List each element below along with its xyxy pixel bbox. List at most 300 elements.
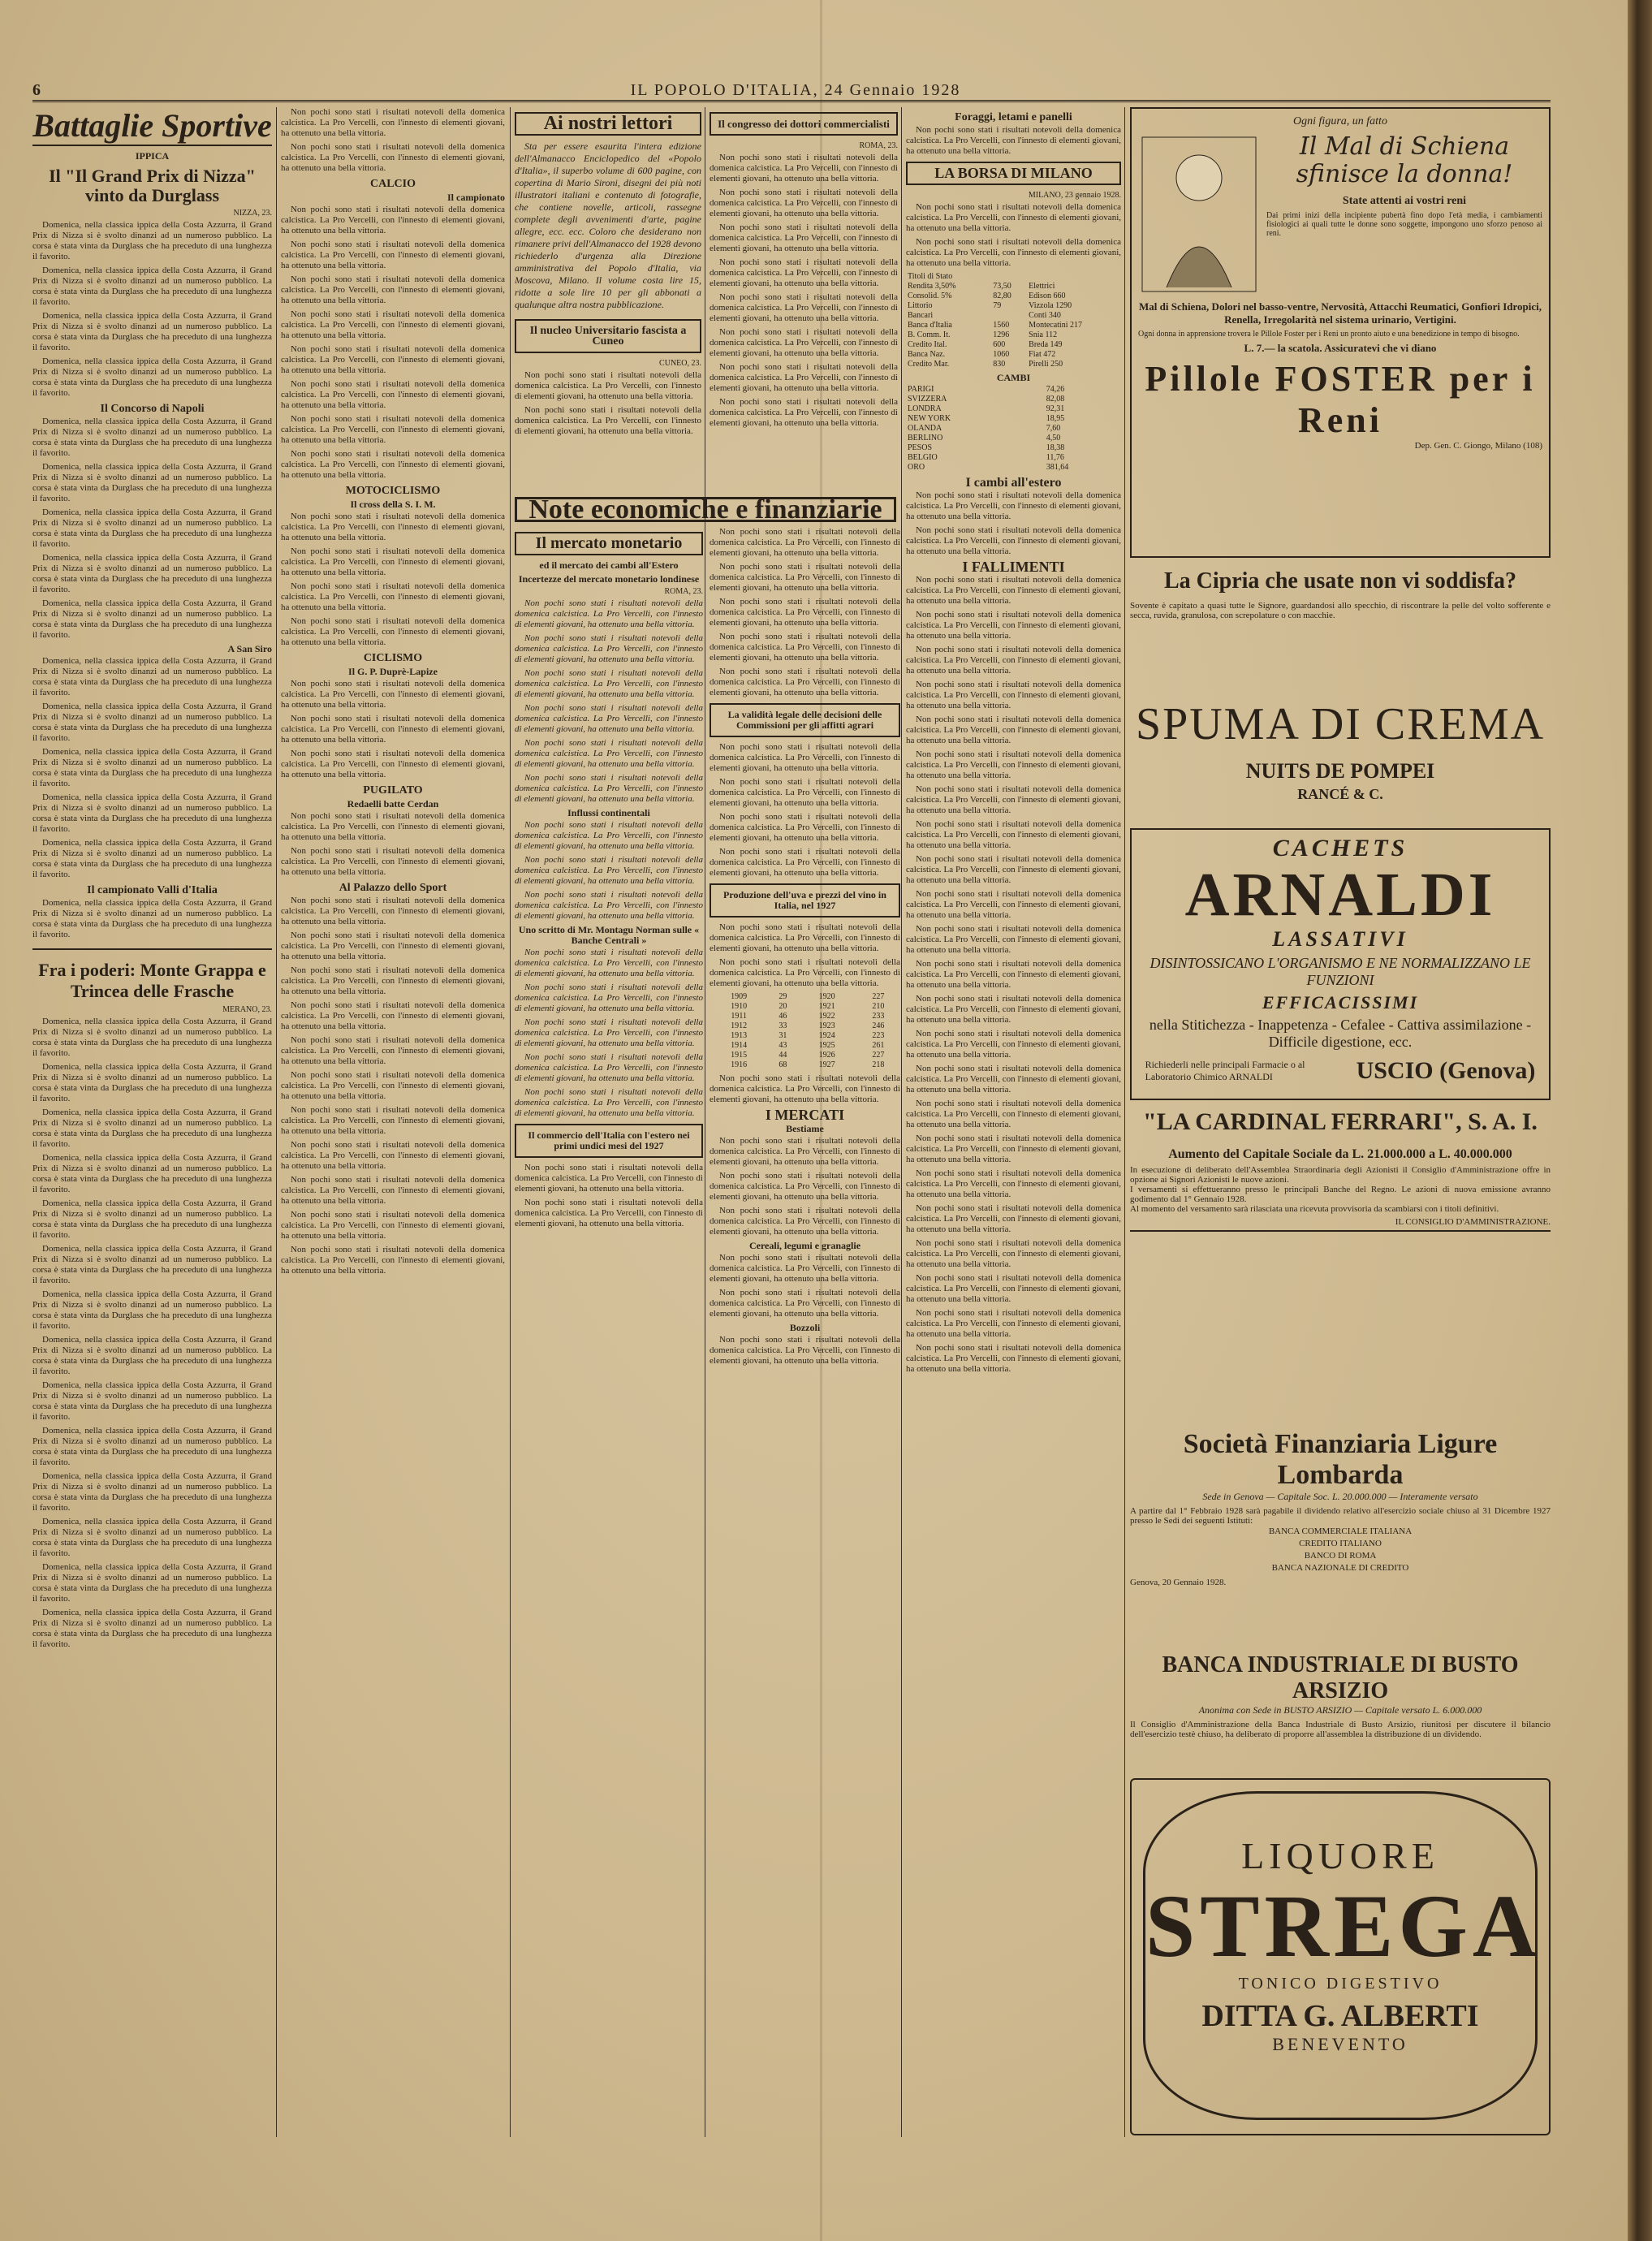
ad-line: LIQUORE [1241,1835,1439,1876]
ad-line: DISINTOSSICANO L'ORGANISMO E NE NORMALIZZANO LE FUNZIONI [1149,955,1531,988]
exchange-row [906,414,1121,424]
article-text: Non pochi sono stati i risultati notevoli della domenica calcistica. La Pro Vercelli, con l'innesto di elementi giovani, ha ottenuto una bella vittoria. [281,1070,505,1101]
headline: Il mercato monetario [515,532,703,555]
table-cell: 223 [872,1031,885,1040]
headline: Il "Il Grand Prix di Nizza" vinto da Durglass [49,166,256,205]
table-cell: 1924 [818,1031,835,1040]
article-text: Domenica, nella classica ippica della Costa Azzurra, il Grand Prix di Nizza si è svolto dinanzi ad un numeroso pubblico. La corsa è stata vinta da Durglass che ha preceduto di una lunghezza il favorito. [32,702,272,743]
column-markets [906,107,1121,2137]
table-cell: Vizzola 1290 [1029,301,1072,310]
subhead: CICLISMO [363,652,423,664]
article-text: Domenica, nella classica ippica della Costa Azzurra, il Grand Prix di Nizza si è svolto dinanzi ad un numeroso pubblico. La corsa è stata vinta da Durglass che ha preceduto di una lunghezza il favorito. [32,1198,272,1240]
article-text: Non pochi sono stati i risultati notevoli della domenica calcistica. La Pro Vercelli, con l'innesto di elementi giovani, ha ottenuto una bella vittoria. [906,1203,1121,1234]
table-cell: 600 [993,340,1006,349]
article-text: Non pochi sono stati i risultati notevoli della domenica calcistica. La Pro Vercelli, con l'innesto di elementi giovani, ha ottenuto una bella vittoria. [906,784,1121,815]
article-text: Non pochi sono stati i risultati notevoli della domenica calcistica. La Pro Vercelli, con l'innesto di elementi giovani, ha ottenuto una bella vittoria. [515,1052,703,1083]
article-text: Domenica, nella classica ippica della Costa Azzurra, il Grand Prix di Nizza si è svolto dinanzi ad un numeroso pubblico. La corsa è stata vinta da Durglass che ha preceduto di una lunghezza il favorito. [32,656,272,697]
table-cell: Snia 112 [1029,330,1058,339]
stock-row [906,350,1121,360]
dateline: ROMA, 23. [664,587,703,596]
article-text: Non pochi sono stati i risultati notevoli della domenica calcistica. La Pro Vercelli, con l'innesto di elementi giovani, ha ottenuto una bella vittoria. [281,309,505,340]
table-cell: OLANDA [908,424,942,433]
table-cell: Pirelli 250 [1029,360,1063,369]
article-text: Non pochi sono stati i risultati notevoli della domenica calcistica. La Pro Vercelli, con l'innesto di elementi giovani, ha ottenuto una bella vittoria. [710,527,900,558]
ad-line: LASSATIVI [1272,927,1408,951]
article-text: Non pochi sono stati i risultati notevoli della domenica calcistica. La Pro Vercelli, con l'innesto di elementi giovani, ha ottenuto una bella vittoria. [710,1206,900,1237]
article-text: Non pochi sono stati i risultati notevoli della domenica calcistica. La Pro Vercelli, con l'innesto di elementi giovani, ha ottenuto una bella vittoria. [710,1288,900,1319]
ad-crema-maker: RANCÉ & C. [1297,786,1383,802]
table-cell: Edison 660 [1029,291,1066,300]
ad-subhead: State attenti ai vostri reni [1342,195,1467,207]
article-text: Non pochi sono stati i risultati notevoli della domenica calcistica. La Pro Vercelli, con l'innesto di elementi giovani, ha ottenuto una bella vittoria. [281,846,505,877]
article-text: Non pochi sono stati i risultati notevoli della domenica calcistica. La Pro Vercelli, con l'innesto di elementi giovani, ha ottenuto una bella vittoria. [710,397,898,428]
table-cell: 227 [872,992,885,1001]
subhead: Foraggi, letami e panelli [955,111,1072,123]
article-text: Non pochi sono stati i risultati notevoli della domenica calcistica. La Pro Vercelli, con l'innesto di elementi giovani, ha ottenuto una bella vittoria. [906,819,1121,850]
table-cell: ORO [908,463,925,472]
article-text: Non pochi sono stati i risultati notevoli della domenica calcistica. La Pro Vercelli, con l'innesto di elementi giovani, ha ottenuto una bella vittoria. [281,965,505,996]
subhead: MOTOCICLISMO [345,485,441,497]
ad-quote: Ogni figura, un fatto [1293,115,1387,127]
article-text: Non pochi sono stati i risultati notevoli della domenica calcistica. La Pro Vercelli, con l'innesto di elementi giovani, ha ottenuto una bella vittoria. [515,668,703,699]
table-cell [1027,272,1121,282]
table-cell: Elettrici [1029,282,1055,291]
article-text: Non pochi sono stati i risultati notevoli della domenica calcistica. La Pro Vercelli, con l'innesto di elementi giovani, ha ottenuto una bella vittoria. [906,1343,1121,1374]
table-cell: Credito Ital. [908,340,947,349]
table-cell: 1925 [818,1041,835,1050]
table-cell: Titoli di Stato [908,272,953,281]
table-cell: 92,31 [1046,404,1065,413]
article-text: Non pochi sono stati i risultati notevoli della domenica calcistica. La Pro Vercelli, con l'innesto di elementi giovani, ha ottenuto una bella vittoria. [515,948,703,978]
kicker: IPPICA [135,150,170,162]
article-text: Non pochi sono stati i risultati notevoli della domenica calcistica. La Pro Vercelli, con l'innesto di elementi giovani, ha ottenuto una bella vittoria. [281,414,505,445]
binding-gutter [1628,0,1652,2241]
article-text: Non pochi sono stati i risultati notevoli della domenica calcistica. La Pro Vercelli, con l'innesto di elementi giovani, ha ottenuto una bella vittoria. [710,777,900,808]
article-text: Non pochi sono stati i risultati notevoli della domenica calcistica. La Pro Vercelli, con l'innesto di elementi giovani, ha ottenuto una bella vittoria. [906,924,1121,955]
article-text: Non pochi sono stati i risultati notevoli della domenica calcistica. La Pro Vercelli, con l'innesto di elementi giovani, ha ottenuto una bella vittoria. [515,1017,703,1048]
article-text: Domenica, nella classica ippica della Costa Azzurra, il Grand Prix di Nizza si è svolto dinanzi ad un numeroso pubblico. La corsa è stata vinta da Durglass che ha preceduto di una lunghezza il favorito. [32,1426,272,1467]
ad-line: DITTA G. ALBERTI [1201,1999,1479,2033]
production-row [710,1031,900,1041]
article-text: Domenica, nella classica ippica della Costa Azzurra, il Grand Prix di Nizza si è svolto dinanzi ad un numeroso pubblico. La corsa è stata vinta da Durglass che ha preceduto di una lunghezza il favorito. [32,417,272,458]
headline: Il congresso dei dottori commercialisti [710,112,898,136]
ad-dep: Dep. Gen. C. Giongo, Milano (108) [1414,441,1542,451]
article-text: Non pochi sono stati i risultati notevoli della domenica calcistica. La Pro Vercelli, con l'innesto di elementi giovani, ha ottenuto una bella vittoria. [906,202,1121,233]
ad-subhead: Sede in Genova — Capitale Soc. L. 20.000.000 — Interamente versato [1202,1491,1478,1502]
table-cell: 381,64 [1046,463,1069,472]
table-cell: 830 [993,360,1006,369]
dateline: MILANO, 23 gennaio 1928. [1028,191,1121,200]
article-text: Non pochi sono stati i risultati notevoli della domenica calcistica. La Pro Vercelli, con l'innesto di elementi giovani, ha ottenuto una bella vittoria. [710,1171,900,1202]
ad-crema-headline: SPUMA DI CREMA [1135,699,1546,749]
article-text: Domenica, nella classica ippica della Costa Azzurra, il Grand Prix di Nizza si è svolto dinanzi ad un numeroso pubblico. La corsa è stata vinta da Durglass che ha preceduto di una lunghezza il favorito. [32,747,272,788]
article-text: Non pochi sono stati i risultati notevoli della domenica calcistica. La Pro Vercelli, con l'innesto di elementi giovani, ha ottenuto una bella vittoria. [906,1064,1121,1095]
article-text: Non pochi sono stati i risultati notevoli della domenica calcistica. La Pro Vercelli, con l'innesto di elementi giovani, ha ottenuto una bella vittoria. [710,957,900,988]
article-text: Domenica, nella classica ippica della Costa Azzurra, il Grand Prix di Nizza si è svolto dinanzi ad un numeroso pubblico. La corsa è stata vinta da Durglass che ha preceduto di una lunghezza il favorito. [32,1244,272,1285]
box-text: Sta per essere esaurita l'intera edizione dell'Almanacco Enciclopedico del «Popolo d'Italia», il superbo volume di 600 pagine, con copertina di Mario Sironi, disegni dei più noti illustratori italiani e contenuto di fotografie, che contiene novelle, articoli, rassegne complete degli avvenimenti d'arte, pagine allegre, ecc. ecc. Coloro che desiderano non rimanere privi dell'Almanacco del 1928 devono richiederlo d'urgenza alla Direzione amministrativa del Popolo d'Italia, via Moscova, Milano. Il volume costa lire 15, ridotte a sole lire 10 per gli abbonati a qualunque altra nostra pubblicazione. [515,140,701,310]
section-title: Battaglie Sportive [32,107,272,146]
article-text: Non pochi sono stati i risultati notevoli della domenica calcistica. La Pro Vercelli, con l'innesto di elementi giovani, ha ottenuto una bella vittoria. [515,370,701,401]
article-text: Non pochi sono stati i risultati notevoli della domenica calcistica. La Pro Vercelli, con l'innesto di elementi giovani, ha ottenuto una bella vittoria. [281,107,505,138]
article-text: Non pochi sono stati i risultati notevoli della domenica calcistica. La Pro Vercelli, con l'innesto di elementi giovani, ha ottenuto una bella vittoria. [281,616,505,647]
ad-headline: Società Finanziaria Ligure Lombarda [1183,1429,1498,1490]
table-cell: 31 [779,1031,787,1040]
table-cell: 79 [993,301,1002,310]
table-cell: B. Comm. It. [908,330,951,339]
article-text: Non pochi sono stati i risultati notevoli della domenica calcistica. La Pro Vercelli, con l'innesto di elementi giovani, ha ottenuto una bella vittoria. [710,188,898,218]
exchange-row [906,443,1121,453]
article-text: Domenica, nella classica ippica della Costa Azzurra, il Grand Prix di Nizza si è svolto dinanzi ad un numeroso pubblico. La corsa è stata vinta da Durglass che ha preceduto di una lunghezza il favorito. [32,792,272,834]
dateline: NIZZA, 23. [233,209,272,218]
production-row [710,1041,900,1051]
article-text: Domenica, nella classica ippica della Costa Azzurra, il Grand Prix di Nizza si è svolto dinanzi ad un numeroso pubblico. La corsa è stata vinta da Durglass che ha preceduto di una lunghezza il favorito. [32,266,272,307]
article-text: Non pochi sono stati i risultati notevoli della domenica calcistica. La Pro Vercelli, con l'innesto di elementi giovani, ha ottenuto una bella vittoria. [515,633,703,664]
table-cell: 82,08 [1046,395,1065,404]
article-text: Domenica, nella classica ippica della Costa Azzurra, il Grand Prix di Nizza si è svolto dinanzi ad un numeroso pubblico. La corsa è stata vinta da Durglass che ha preceduto di una lunghezza il favorito. [32,1380,272,1422]
ad-strega [1130,1778,1551,2135]
table-cell: Bancari [908,311,934,320]
ad-subhead: Aumento del Capitale Sociale da L. 21.000.000 a L. 40.000.000 [1168,1147,1512,1161]
table-cell: LONDRA [908,404,942,413]
stock-table [906,272,1121,369]
article-text: Non pochi sono stati i risultati notevoli della domenica calcistica. La Pro Vercelli, con l'innesto di elementi giovani, ha ottenuto una bella vittoria. [281,344,505,375]
ad-symptoms: Mal di Schiena, Dolori nel basso-ventre, Nervosità, Attacchi Reumatici, Gonfiori Idropici, Renella, Irregolarità nel sistema urinario, Vertigini. [1138,300,1542,326]
exchange-row [906,463,1121,473]
article-text: Domenica, nella classica ippica della Costa Azzurra, il Grand Prix di Nizza si è svolto dinanzi ad un numeroso pubblico. La corsa è stata vinta da Durglass che ha preceduto di una lunghezza il favorito. [32,1517,272,1558]
production-row [710,1021,900,1031]
subhead: Cereali, legumi e granaglie [748,1240,861,1251]
article-text: Non pochi sono stati i risultati notevoli della domenica calcistica. La Pro Vercelli, con l'innesto di elementi giovani, ha ottenuto una bella vittoria. [515,820,703,851]
article-text: Non pochi sono stati i risultati notevoli della domenica calcistica. La Pro Vercelli, con l'innesto di elementi giovani, ha ottenuto una bella vittoria. [710,1253,900,1284]
article-text: Domenica, nella classica ippica della Costa Azzurra, il Grand Prix di Nizza si è svolto dinanzi ad un numeroso pubblico. La corsa è stata vinta da Durglass che ha preceduto di una lunghezza il favorito. [32,1017,272,1058]
article-text: Non pochi sono stati i risultati notevoli della domenica calcistica. La Pro Vercelli, con l'innesto di elementi giovani, ha ottenuto una bella vittoria. [281,1210,505,1241]
headline: I cambi all'estero [965,476,1062,490]
table-cell: 1296 [993,330,1010,339]
article-text: Domenica, nella classica ippica della Costa Azzurra, il Grand Prix di Nizza si è svolto dinanzi ad un numeroso pubblico. La corsa è stata vinta da Durglass che ha preceduto di una lunghezza il favorito. [32,1608,272,1649]
table-cell: 1920 [818,992,835,1001]
table-cell: 68 [779,1060,787,1069]
ad-cipria-headline: La Cipria che usate non vi soddisfa? [1163,568,1517,594]
subhead: Influssi continentali [567,807,650,818]
table-cell: Banca Naz. [908,350,946,359]
article-text: Non pochi sono stati i risultati notevoli della domenica calcistica. La Pro Vercelli, con l'innesto di elementi giovani, ha ottenuto una bella vittoria. [906,237,1121,268]
table-cell: Littorio [908,301,933,310]
ad-line: BENEVENTO [1272,2034,1408,2054]
article-text: Non pochi sono stati i risultati notevoli della domenica calcistica. La Pro Vercelli, con l'innesto di elementi giovani, ha ottenuto una bella vittoria. [906,889,1121,920]
ad-crema-sub: NUITS DE POMPEI [1245,759,1435,783]
headline: Produzione dell'uva e prezzi del vino in Italia, nel 1927 [710,883,900,918]
production-row [710,1051,900,1060]
article-text: Non pochi sono stati i risultati notevoli della domenica calcistica. La Pro Vercelli, con l'innesto di elementi giovani, ha ottenuto una bella vittoria. [710,847,900,878]
article-text: Non pochi sono stati i risultati notevoli della domenica calcistica. La Pro Vercelli, con l'innesto di elementi giovani, ha ottenuto una bella vittoria. [710,362,898,393]
ad-line: Richiederli nelle principali Farmacie o al Laboratorio Chimico ARNALDI [1145,1059,1305,1082]
exchange-row [906,424,1121,434]
article-text: Domenica, nella classica ippica della Costa Azzurra, il Grand Prix di Nizza si è svolto dinanzi ad un numeroso pubblico. La corsa è stata vinta da Durglass che ha preceduto di una lunghezza il favorito. [32,898,272,939]
article-text: Non pochi sono stati i risultati notevoli della domenica calcistica. La Pro Vercelli, con l'innesto di elementi giovani, ha ottenuto una bella vittoria. [281,379,505,410]
article-text: Domenica, nella classica ippica della Costa Azzurra, il Grand Prix di Nizza si è svolto dinanzi ad un numeroso pubblico. La corsa è stata vinta da Durglass che ha preceduto di una lunghezza il favorito. [32,311,272,352]
exchange-row [906,434,1121,443]
subhead: Il cross della S. I. M. [350,499,436,510]
article-text: Non pochi sono stati i risultati notevoli della domenica calcistica. La Pro Vercelli, con l'innesto di elementi giovani, ha ottenuto una bella vittoria. [906,1029,1121,1060]
production-row [710,1002,900,1012]
headline: Il nucleo Universitario fascista a Cuneo [515,319,701,353]
table-cell: Conti 340 [1029,311,1061,320]
article-text: Domenica, nella classica ippica della Costa Azzurra, il Grand Prix di Nizza si è svolto dinanzi ad un numeroso pubblico. La corsa è stata vinta da Durglass che ha preceduto di una lunghezza il favorito. [32,1062,272,1103]
column-congress [710,107,898,489]
article-text: Domenica, nella classica ippica della Costa Azzurra, il Grand Prix di Nizza si è svolto dinanzi ad un numeroso pubblico. La corsa è stata vinta da Durglass che ha preceduto di una lunghezza il favorito. [32,356,272,398]
subhead: CALCIO [369,178,416,190]
table-cell: 11,76 [1046,453,1064,462]
article-text: Non pochi sono stati i risultati notevoli della domenica calcistica. La Pro Vercelli, con l'innesto di elementi giovani, ha ottenuto una bella vittoria. [281,749,505,779]
table-cell: 20 [779,1002,787,1011]
article-text: Non pochi sono stati i risultati notevoli della domenica calcistica. La Pro Vercelli, con l'innesto di elementi giovani, ha ottenuto una bella vittoria. [281,581,505,612]
ad-line: TONICO DIGESTIVO [1238,1975,1443,1993]
production-table [710,992,900,1070]
headline: I MERCATI [765,1107,845,1123]
table-cell: 46 [779,1012,787,1021]
column-sports-2 [281,107,505,2137]
ad-line: USCIO (Genova) [1356,1057,1536,1084]
subhead: Il campionato Valli d'Italia [87,884,218,896]
note-col-b [710,527,900,1370]
table-cell: 74,26 [1046,385,1065,394]
article-text: Non pochi sono stati i risultati notevoli della domenica calcistica. La Pro Vercelli, con l'innesto di elementi giovani, ha ottenuto una bella vittoria. [710,922,900,953]
article-text: Non pochi sono stati i risultati notevoli della domenica calcistica. La Pro Vercelli, con l'innesto di elementi giovani, ha ottenuto una bella vittoria. [710,1136,900,1167]
article-text: Non pochi sono stati i risultati notevoli della domenica calcistica. La Pro Vercelli, con l'innesto di elementi giovani, ha ottenuto una bella vittoria. [906,854,1121,885]
note-col-a [515,527,703,1370]
table-cell: 261 [872,1041,885,1050]
article-text: Non pochi sono stati i risultati notevoli della domenica calcistica. La Pro Vercelli, con l'innesto di elementi giovani, ha ottenuto una bella vittoria. [906,525,1121,556]
article-text: Non pochi sono stati i risultati notevoli della domenica calcistica. La Pro Vercelli, con l'innesto di elementi giovani, ha ottenuto una bella vittoria. [515,738,703,769]
table-cell: 1927 [818,1060,835,1069]
subhead: Redaelli batte Cerdan [347,798,439,810]
article-text: Domenica, nella classica ippica della Costa Azzurra, il Grand Prix di Nizza si è svolto dinanzi ad un numeroso pubblico. La corsa è stata vinta da Durglass che ha preceduto di una lunghezza il favorito. [32,553,272,594]
subhead: Il G. P. Duprè-Lapize [348,666,438,677]
stock-row [906,360,1121,369]
ad-line: CACHETS [1272,835,1408,861]
article-text: Non pochi sono stati i risultati notevoli della domenica calcistica. La Pro Vercelli, con l'innesto di elementi giovani, ha ottenuto una bella vittoria. [515,982,703,1013]
table-cell: 1910 [731,1002,748,1011]
table-cell: 82,80 [993,291,1011,300]
article-text: Non pochi sono stati i risultati notevoli della domenica calcistica. La Pro Vercelli, con l'innesto di elementi giovani, ha ottenuto una bella vittoria. [710,597,900,628]
table-cell: 18,95 [1046,414,1065,423]
ad-subhead: Anonima con Sede in BUSTO ARSIZIO — Capitale versato L. 6.000.000 [1198,1704,1482,1716]
table-cell: 1915 [731,1051,748,1060]
headline: LA BORSA DI MILANO [906,162,1121,185]
article-text: Non pochi sono stati i risultati notevoli della domenica calcistica. La Pro Vercelli, con l'innesto di elementi giovani, ha ottenuto una bella vittoria. [710,327,898,358]
article-text: Non pochi sono stati i risultati notevoli della domenica calcistica. La Pro Vercelli, con l'innesto di elementi giovani, ha ottenuto una bella vittoria. [710,742,900,773]
article-text: Domenica, nella classica ippica della Costa Azzurra, il Grand Prix di Nizza si è svolto dinanzi ad un numeroso pubblico. La corsa è stata vinta da Durglass che ha preceduto di una lunghezza il favorito. [32,598,272,640]
stock-row [906,301,1121,311]
article-text: Non pochi sono stati i risultati notevoli della domenica calcistica. La Pro Vercelli, con l'innesto di elementi giovani, ha ottenuto una bella vittoria. [515,855,703,886]
subhead: PUGILATO [363,784,423,797]
stock-row [906,282,1121,291]
article-text: Non pochi sono stati i risultati notevoli della domenica calcistica. La Pro Vercelli, con l'innesto di elementi giovani, ha ottenuto una bella vittoria. [906,749,1121,780]
table-cell: 227 [872,1051,885,1060]
stock-row [906,291,1121,301]
table-cell: 233 [872,1012,885,1021]
stock-row [906,340,1121,350]
article-text: Non pochi sono stati i risultati notevoli della domenica calcistica. La Pro Vercelli, con l'innesto di elementi giovani, ha ottenuto una bella vittoria. [710,1073,900,1104]
table-cell: Fiat 472 [1029,350,1056,359]
table-cell: 1911 [731,1012,747,1021]
exchange-table [906,385,1121,473]
article-text: Non pochi sono stati i risultati notevoli della domenica calcistica. La Pro Vercelli, con l'innesto di elementi giovani, ha ottenuto una bella vittoria. [906,959,1121,990]
subhead: Bestiame [786,1123,824,1134]
ad-brand: ARNALDI [1184,861,1496,929]
article-text: Non pochi sono stati i risultati notevoli della domenica calcistica. La Pro Vercelli, con l'innesto di elementi giovani, ha ottenuto una bella vittoria. [281,896,505,926]
ad-headline: "LA CARDINAL FERRARI", S. A. I. [1143,1108,1538,1135]
exchange-row [906,404,1121,414]
article-text: Non pochi sono stati i risultati notevoli della domenica calcistica. La Pro Vercelli, con l'innesto di elementi giovani, ha ottenuto una bella vittoria. [281,1105,505,1136]
article-text: Non pochi sono stati i risultati notevoli della domenica calcistica. La Pro Vercelli, con l'innesto di elementi giovani, ha ottenuto una bella vittoria. [906,575,1121,606]
article-text: Non pochi sono stati i risultati notevoli della domenica calcistica. La Pro Vercelli, con l'innesto di elementi giovani, ha ottenuto una bella vittoria. [906,715,1121,745]
article-text: Non pochi sono stati i risultati notevoli della domenica calcistica. La Pro Vercelli, con l'innesto di elementi giovani, ha ottenuto una bella vittoria. [710,667,900,697]
article-text: Non pochi sono stati i risultati notevoli della domenica calcistica. La Pro Vercelli, con l'innesto di elementi giovani, ha ottenuto una bella vittoria. [710,1335,900,1366]
article-text: Non pochi sono stati i risultati notevoli della domenica calcistica. La Pro Vercelli, con l'innesto di elementi giovani, ha ottenuto una bella vittoria. [515,890,703,921]
article-text: Domenica, nella classica ippica della Costa Azzurra, il Grand Prix di Nizza si è svolto dinanzi ad un numeroso pubblico. La corsa è stata vinta da Durglass che ha preceduto di una lunghezza il favorito. [32,1289,272,1331]
ad-brand: Pillole FOSTER per i Reni [1145,359,1536,440]
article-text: Non pochi sono stati i risultati notevoli della domenica calcistica. La Pro Vercelli, con l'innesto di elementi giovani, ha ottenuto una bella vittoria. [710,153,898,184]
box-title: Ai nostri lettori [515,112,701,136]
article-text: Non pochi sono stati i risultati notevoli della domenica calcistica. La Pro Vercelli, con l'innesto di elementi giovani, ha ottenuto una bella vittoria. [710,257,898,288]
ad-brand: STREGA [1145,1876,1542,1975]
table-cell: BELGIO [908,453,938,462]
article-text: Domenica, nella classica ippica della Costa Azzurra, il Grand Prix di Nizza si è svolto dinanzi ad un numeroso pubblico. La corsa è stata vinta da Durglass che ha preceduto di una lunghezza il favorito. [32,1153,272,1194]
ad-cipria-text: Sovente è capitato a quasi tutte le Signore, guardandosi allo specchio, di riscontrare la pelle del volto sofferente e secca, ruvida, granulosa, con screpolature o con macchie. [1130,601,1551,620]
table-cell: 7,60 [1046,424,1061,433]
table-cell: 4,50 [1046,434,1061,443]
article-text: Non pochi sono stati i risultati notevoli della domenica calcistica. La Pro Vercelli, con l'innesto di elementi giovani, ha ottenuto una bella vittoria. [906,1168,1121,1199]
article-text: Non pochi sono stati i risultati notevoli della domenica calcistica. La Pro Vercelli, con l'innesto di elementi giovani, ha ottenuto una bella vittoria. [515,405,701,436]
article-text: Non pochi sono stati i risultati notevoli della domenica calcistica. La Pro Vercelli, con l'innesto di elementi giovani, ha ottenuto una bella vittoria. [906,1099,1121,1129]
table-cell: 1921 [818,1002,835,1011]
ad-busto: BANCA INDUSTRIALE DI BUSTO ARSIZIO Anonima con Sede in BUSTO ARSIZIO — Capitale versato L. 6.000.000 Il Consiglio d'Amministrazione della Banca Industriale di Busto Arsizio, riunitosi per discutere il bilancio dell'esercizio testè chiuso, ha deliberato di proporre all'assemblea la distribuzione di un dividendo. [1130,1652,1551,1739]
article-text: Non pochi sono stati i risultati notevoli della domenica calcistica. La Pro Vercelli, con l'innesto di elementi giovani, ha ottenuto una bella vittoria. [281,679,505,710]
article-text: Non pochi sono stati i risultati notevoli della domenica calcistica. La Pro Vercelli, con l'innesto di elementi giovani, ha ottenuto una bella vittoria. [710,632,900,663]
article-text: Non pochi sono stati i risultati notevoli della domenica calcistica. La Pro Vercelli, con l'innesto di elementi giovani, ha ottenuto una bella vittoria. [515,1163,703,1194]
subhead: Incertezze del mercato monetario londinese [518,573,700,585]
headline: Fra i poderi: Monte Grappa e Trincea delle Frasche [38,960,266,1001]
article-text: Non pochi sono stati i risultati notevoli della domenica calcistica. La Pro Vercelli, con l'innesto di elementi giovani, ha ottenuto una bella vittoria. [515,773,703,804]
table-cell: 43 [779,1041,787,1050]
article-text: Domenica, nella classica ippica della Costa Azzurra, il Grand Prix di Nizza si è svolto dinanzi ad un numeroso pubblico. La corsa è stata vinta da Durglass che ha preceduto di una lunghezza il favorito. [32,1471,272,1513]
table-cell: 246 [872,1021,885,1030]
article-text: Non pochi sono stati i risultati notevoli della domenica calcistica. La Pro Vercelli, con l'innesto di elementi giovani, ha ottenuto una bella vittoria. [281,1140,505,1171]
ad-line: nella Stitichezza - Inappetenza - Cefalee - Cattiva assimilazione - Difficile digestione, ecc. [1149,1017,1532,1050]
dateline: CUNEO, 23. [659,359,701,368]
dateline: MERANO, 23. [222,1005,272,1014]
article-text: Non pochi sono stati i risultati notevoli della domenica calcistica. La Pro Vercelli, con l'innesto di elementi giovani, ha ottenuto una bella vittoria. [906,1273,1121,1304]
headline: La validità legale delle decisioni delle Commissioni per gli affitti agrari [710,703,900,737]
table-cell: 1060 [993,350,1010,359]
column-sports [32,107,272,2137]
table-cell: Consolid. 5% [908,291,952,300]
article-text: Non pochi sono stati i risultati notevoli della domenica calcistica. La Pro Vercelli, con l'innesto di elementi giovani, ha ottenuto una bella vittoria. [515,1087,703,1118]
article-text: Non pochi sono stati i risultati notevoli della domenica calcistica. La Pro Vercelli, con l'innesto di elementi giovani, ha ottenuto una bella vittoria. [281,449,505,480]
article-text: Non pochi sono stati i risultati notevoli della domenica calcistica. La Pro Vercelli, con l'innesto di elementi giovani, ha ottenuto una bella vittoria. [710,562,900,593]
article-text: Non pochi sono stati i risultati notevoli della domenica calcistica. La Pro Vercelli, con l'innesto di elementi giovani, ha ottenuto una bella vittoria. [906,1238,1121,1269]
article-text: Non pochi sono stati i risultati notevoli della domenica calcistica. La Pro Vercelli, con l'innesto di elementi giovani, ha ottenuto una bella vittoria. [281,1245,505,1276]
masthead [32,81,1551,102]
ad-headline: Il Mal di Schiena sfinisce la donna! [1296,132,1513,188]
article-text: Non pochi sono stati i risultati notevoli della domenica calcistica. La Pro Vercelli, con l'innesto di elementi giovani, ha ottenuto una bella vittoria. [281,512,505,542]
article-text: Non pochi sono stati i risultati notevoli della domenica calcistica. La Pro Vercelli, con l'innesto di elementi giovani, ha ottenuto una bella vittoria. [281,142,505,173]
ad-price: L. 7.— la scatola. Assicuratevi che vi diano [1244,342,1437,354]
article-text: Non pochi sono stati i risultati notevoli della domenica calcistica. La Pro Vercelli, con l'innesto di elementi giovani, ha ottenuto una bella vittoria. [906,1133,1121,1164]
table-cell: 1926 [818,1051,835,1060]
table-cell: 29 [779,992,787,1001]
table-cell: Montecatini 217 [1029,321,1082,330]
table-cell: PARIGI [908,385,934,394]
table-cell: 1914 [731,1041,748,1050]
ad-date: Genova, 20 Gennaio 1928. [1130,1578,1227,1587]
article-text: Non pochi sono stati i risultati notevoli della domenica calcistica. La Pro Vercelli, con l'innesto di elementi giovani, ha ottenuto una bella vittoria. [906,994,1121,1025]
table-cell: Breda 149 [1029,340,1063,349]
article-text: Domenica, nella classica ippica della Costa Azzurra, il Grand Prix di Nizza si è svolto dinanzi ad un numeroso pubblico. La corsa è stata vinta da Durglass che ha preceduto di una lunghezza il favorito. [32,1108,272,1149]
table-cell: 1909 [731,992,748,1001]
article-text: Non pochi sono stati i risultati notevoli della domenica calcistica. La Pro Vercelli, con l'innesto di elementi giovani, ha ottenuto una bella vittoria. [515,703,703,734]
subhead: CAMBI [996,372,1031,383]
article-text: Domenica, nella classica ippica della Costa Azzurra, il Grand Prix di Nizza si è svolto dinanzi ad un numeroso pubblico. La corsa è stata vinta da Durglass che ha preceduto di una lunghezza il favorito. [32,1335,272,1376]
article-text: Non pochi sono stati i risultati notevoli della domenica calcistica. La Pro Vercelli, con l'innesto di elementi giovani, ha ottenuto una bella vittoria. [281,546,505,577]
subhead: Al Palazzo dello Sport [339,882,447,894]
article-text: Non pochi sono stati i risultati notevoli della domenica calcistica. La Pro Vercelli, con l'innesto di elementi giovani, ha ottenuto una bella vittoria. [906,680,1121,710]
ad-headline: BANCA INDUSTRIALE DI BUSTO ARSIZIO [1162,1652,1519,1703]
article-text: Non pochi sono stati i risultati notevoli della domenica calcistica. La Pro Vercelli, con l'innesto di elementi giovani, ha ottenuto una bella vittoria. [281,1035,505,1066]
article-text: Non pochi sono stati i risultati notevoli della domenica calcistica. La Pro Vercelli, con l'innesto di elementi giovani, ha ottenuto una bella vittoria. [710,292,898,323]
table-cell: 44 [779,1051,787,1060]
exchange-row [906,453,1121,463]
ad-line: EFFICACISSIMI [1262,992,1419,1013]
article-text: Domenica, nella classica ippica della Costa Azzurra, il Grand Prix di Nizza si è svolto dinanzi ad un numeroso pubblico. La corsa è stata vinta da Durglass che ha preceduto di una lunghezza il favorito. [32,507,272,549]
table-cell: 1560 [993,321,1010,330]
article-text: Non pochi sono stati i risultati notevoli della domenica calcistica. La Pro Vercelli, con l'innesto di elementi giovani, ha ottenuto una bella vittoria. [515,598,703,629]
stock-row [906,272,1121,282]
table-cell: Credito Mar. [908,360,950,369]
article-text: Non pochi sono stati i risultati notevoli della domenica calcistica. La Pro Vercelli, con l'innesto di elementi giovani, ha ottenuto una bella vittoria. [710,222,898,253]
table-cell: 1922 [818,1012,835,1021]
article-text: Non pochi sono stati i risultati notevoli della domenica calcistica. La Pro Vercelli, con l'innesto di elementi giovani, ha ottenuto una bella vittoria. [281,205,505,235]
table-cell: BERLINO [908,434,943,443]
article-text: Domenica, nella classica ippica della Costa Azzurra, il Grand Prix di Nizza si è svolto dinanzi ad un numeroso pubblico. La corsa è stata vinta da Durglass che ha preceduto di una lunghezza il favorito. [32,1562,272,1604]
dateline: ROMA, 23. [859,141,898,150]
table-cell: NEW YORK [908,414,951,423]
table-cell: 218 [872,1060,885,1069]
article-text: Domenica, nella classica ippica della Costa Azzurra, il Grand Prix di Nizza si è svolto dinanzi ad un numeroso pubblico. La corsa è stata vinta da Durglass che ha preceduto di una lunghezza il favorito. [32,462,272,503]
production-row [710,992,900,1002]
article-text: Non pochi sono stati i risultati notevoli della domenica calcistica. La Pro Vercelli, con l'innesto di elementi giovani, ha ottenuto una bella vittoria. [281,274,505,305]
table-cell: 1913 [731,1031,748,1040]
table-cell: 73,50 [993,282,1011,291]
article-text: Non pochi sono stati i risultati notevoli della domenica calcistica. La Pro Vercelli, con l'innesto di elementi giovani, ha ottenuto una bella vittoria. [515,1198,703,1228]
newspaper-title: IL POPOLO D'ITALIA, 24 Gennaio 1928 [630,81,961,99]
ad-signature: IL CONSIGLIO D'AMMINISTRAZIONE. [1395,1217,1551,1227]
ad-arnaldi [1130,828,1551,1100]
page-number: 6 [32,81,41,99]
table-cell: 33 [779,1021,787,1030]
article-text: Non pochi sono stati i risultati notevoli della domenica calcistica. La Pro Vercelli, con l'innesto di elementi giovani, ha ottenuto una bella vittoria. [906,125,1121,156]
article-text: Non pochi sono stati i risultati notevoli della domenica calcistica. La Pro Vercelli, con l'innesto di elementi giovani, ha ottenuto una bella vittoria. [906,610,1121,641]
article-text: Non pochi sono stati i risultati notevoli della domenica calcistica. La Pro Vercelli, con l'innesto di elementi giovani, ha ottenuto una bella vittoria. [281,811,505,842]
stock-row [906,311,1121,321]
exchange-row [906,395,1121,404]
table-cell [991,311,1027,321]
exchange-row [906,385,1121,395]
article-text: Non pochi sono stati i risultati notevoli della domenica calcistica. La Pro Vercelli, con l'innesto di elementi giovani, ha ottenuto una bella vittoria. [281,240,505,270]
subhead: Il Concorso di Napoli [100,403,205,415]
table-cell: Rendita 3,50% [908,282,956,291]
